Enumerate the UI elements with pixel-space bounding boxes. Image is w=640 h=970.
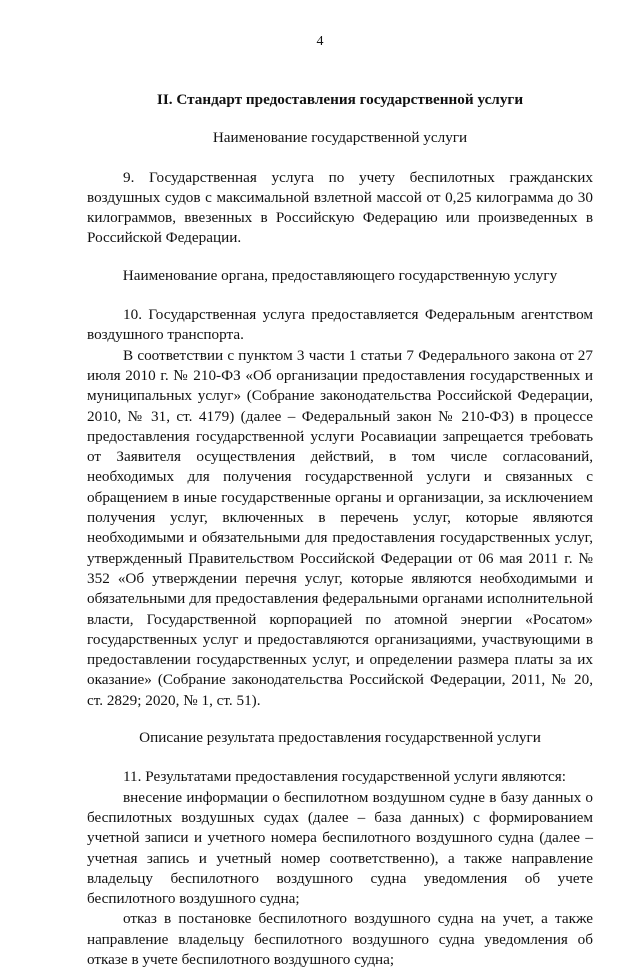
paragraph-11-result-registration: внесение информации о беспилотном воздушном судне в базу данных о беспилотных воздушных судах (далее – база данных) с формированием учетной записи и учетного номера беспилотного воздушного судна (далее – учетная запись и учетный номер соответственно), а также направление владельцу беспилотного воздушного судна уведомления об учете беспилотного воздушного судна;	[87, 788, 593, 908]
heading-providing-authority: Наименование органа, предоставляющего государственную услугу	[122, 266, 558, 284]
paragraph-9: 9. Государственная услуга по учету беспилотных гражданских воздушных судов с максимальной взлетной массой от 0,25 килограмма до 30 килограммов, ввезенных в Российскую Федерацию или произведенных в Российской Федерации.	[87, 168, 593, 247]
section-title: II. Стандарт предоставления государственной услуги	[156, 91, 524, 108]
document-body	[87, 90, 593, 970]
heading-service-name: Наименование государственной услуги	[212, 129, 468, 147]
paragraph-11-result-refusal: отказ в постановке беспилотного воздушного судна на учет, а также направление владельцу беспилотного воздушного судна уведомления об отказе в учете беспилотного воздушного судна;	[87, 910, 593, 968]
paragraph-10: 10. Государственная услуга предоставляется Федеральным агентством воздушного транспорта.	[87, 306, 593, 344]
paragraph-10-law-reference: В соответствии с пунктом 3 части 1 статьи 7 Федерального закона от 27 июля 2010 г. № 210-ФЗ «Об организации предоставления государственных и муниципальных услуг» (Собрание законодательства Российской Федерации, 2010, № 31, ст. 4179) (далее – Федеральный закон № 210-ФЗ) в процессе предоставления государственной услуги Росавиации запрещается требовать от Заявителя осуществления действий, в том числе согласований, необходимых для получения государственной услуги и связанных с обращением в иные государственные органы и организации, за исключением получения услуг, включенных в перечень услуг, которые являются необходимыми и обязательными для предоставления государственных услуг, утвержденный Правительством Российской Федерации от 06 мая 2011 г. № 352 «Об утверждении перечня услуг, которые являются необходимыми и обязательными для предоставления федеральными органами исполнительной власти, Государственной корпорацией по атомной энергии «Росатом» государственных услуг и предоставляются организациями, участвующими в предоставлении государственных услуг, и определении размера платы за их оказание» (Собрание законодательства Российской Федерации, 2011, № 20, ст. 2829; 2020, № 1, ст. 51).	[87, 346, 593, 709]
page-number: 4	[316, 34, 324, 49]
paragraph-11: 11. Результатами предоставления государственной услуги являются:	[123, 768, 566, 786]
heading-service-result: Описание результата предоставления государственной услуги	[139, 729, 541, 747]
